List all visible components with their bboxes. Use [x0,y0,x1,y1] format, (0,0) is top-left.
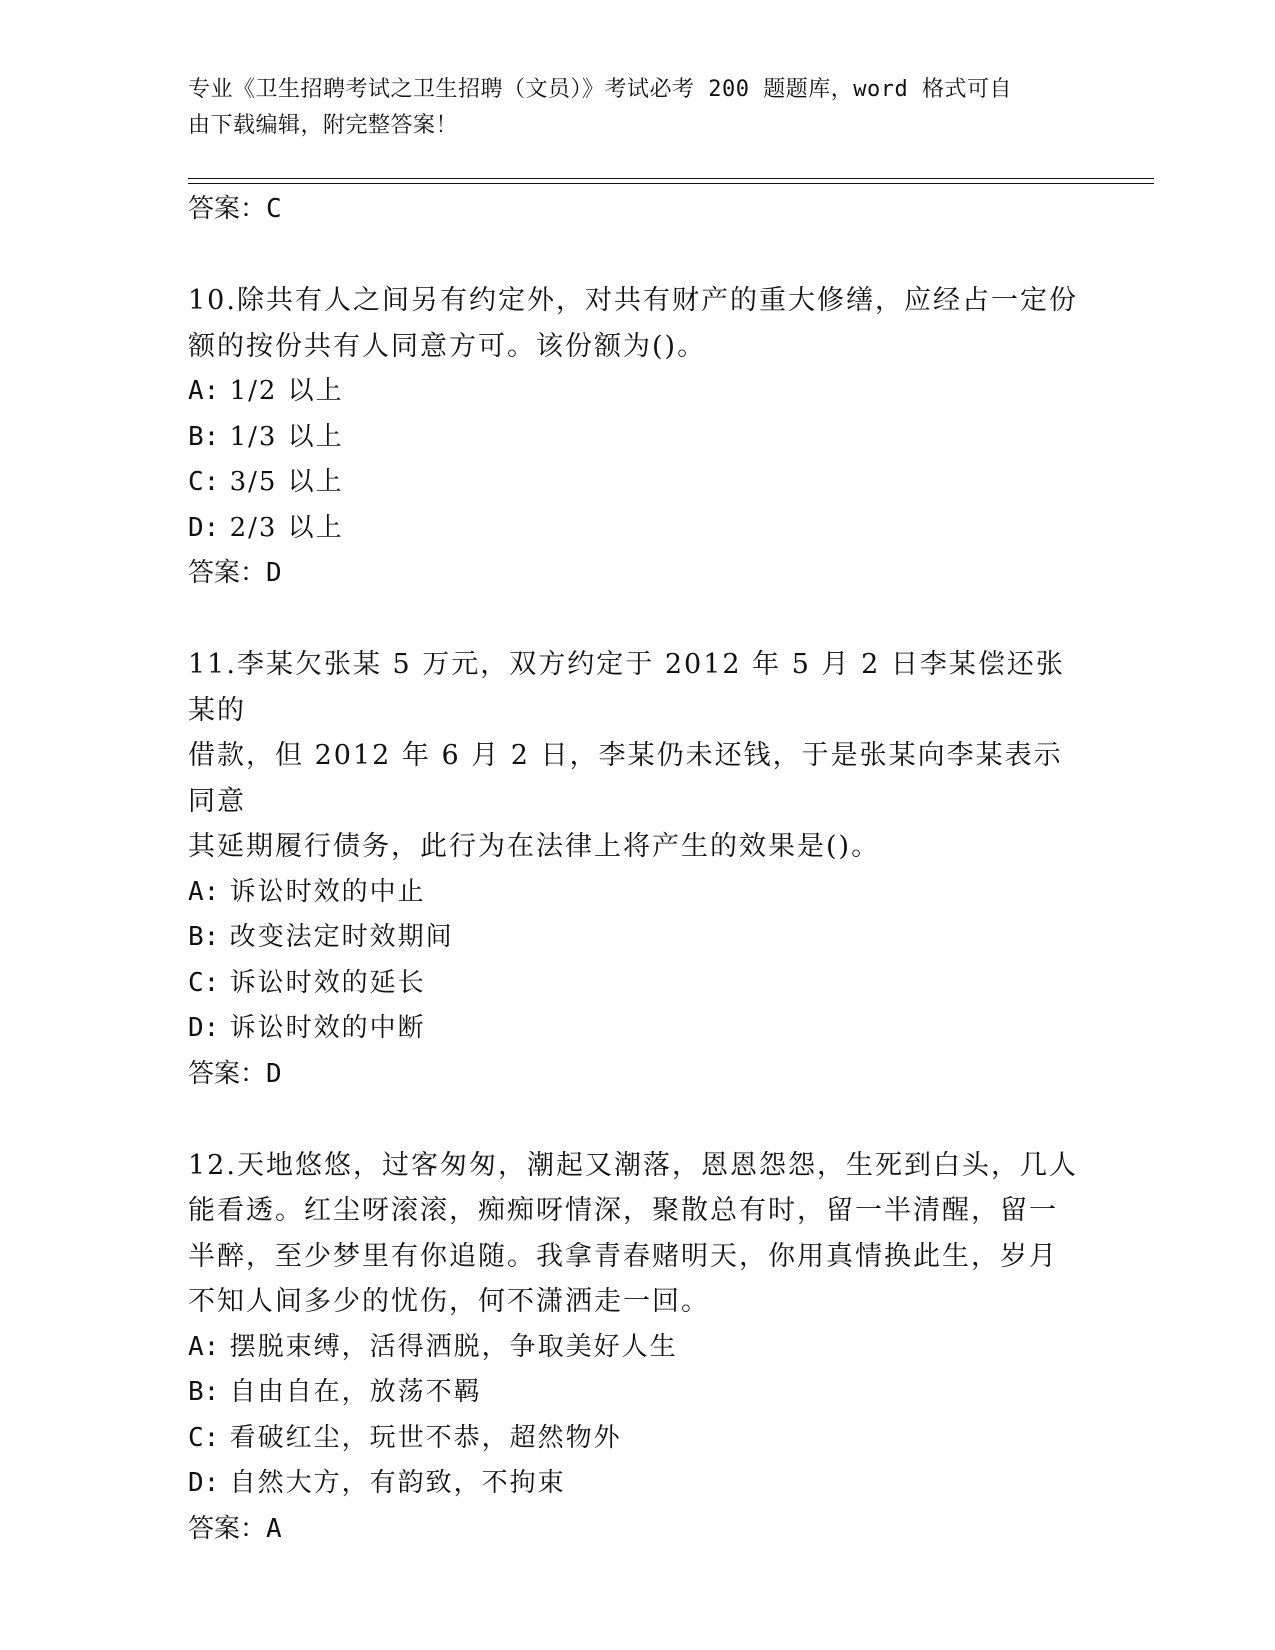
option-text: 诉讼时效的中止 [229,876,426,907]
option-text: 诉讼时效的中断 [229,1013,426,1043]
option-letter: B: [188,421,220,452]
option-letter: C: [188,1422,220,1453]
option-letter: D: [188,512,220,543]
answer-line [188,551,1088,596]
option-letter: B: [188,922,220,952]
option-letter: A: [188,876,220,907]
option-a [188,1325,1088,1371]
option-text: 自然大方，有韵致，不拘束 [229,1468,566,1498]
option-text: 自由自在，放荡不羁 [229,1377,482,1407]
option-letter: D: [188,1468,220,1498]
answer-line [188,187,1088,232]
option-text: 看破红尘，玩世不恭，超然物外 [229,1422,622,1453]
question-text-line: 不知人间多少的忧伤，何不潇洒走一回。 [188,1286,710,1317]
answer-value: A [266,1513,282,1544]
header-line-2: 由下载编辑，附完整答案！ [188,113,459,138]
question-list [188,187,1088,1552]
question-11 [188,642,1088,1097]
answer-label: 答案： [188,1058,267,1089]
answer-value: D [266,558,282,588]
option-text: 1/2 以上 [229,376,344,406]
option-text: 改变法定时效期间 [229,922,454,952]
option-c [188,961,1088,1007]
option-a [188,369,1088,415]
option-d [188,1461,1088,1507]
option-a [188,870,1088,916]
question-text-line: 10.除共有人之间另有约定外，对共有财产的重大修缮，应经占一定份 [188,285,1078,316]
answer-line [188,1507,1088,1552]
option-text: 1/3 以上 [229,421,344,452]
option-b [188,1370,1088,1416]
option-text: 2/3 以上 [229,512,344,543]
option-text: 诉讼时效的延长 [229,967,426,998]
header-line-1: 专业《卫生招聘考试之卫生招聘（文员）》考试必考 200 题题库，word 格式可自 [188,77,1012,102]
question-text-line: 借款，但 2012 年 6 月 2 日，李某仍未还钱，于是张某向李某表示同意 [188,740,1063,817]
option-text: 3/5 以上 [229,467,344,497]
option-letter: C: [188,967,220,998]
answer-line [188,1052,1088,1097]
option-text: 摆脱束缚，活得洒脱，争取美好人生 [229,1331,678,1362]
question-text-line: 半醉，至少梦里有你追随。我拿青春赌明天，你用真情换此生，岁月 [188,1240,1058,1272]
option-b [188,415,1088,461]
question-12 [188,1143,1088,1552]
answer-value: D [266,1058,282,1089]
option-b [188,915,1088,961]
answer-label: 答案： [188,1513,267,1544]
option-c [188,460,1088,506]
option-d [188,1006,1088,1052]
option-d [188,506,1088,552]
question-text-line: 额的按份共有人同意方可。该份额为()。 [188,330,707,362]
option-letter: B: [188,1377,220,1407]
option-letter: A: [188,1331,220,1362]
header-divider-bottom [188,183,1154,184]
answer-label: 答案： [188,558,267,588]
question-text-line: 其延期履行债务，此行为在法律上将产生的效果是()。 [188,831,881,862]
header-divider-top [188,178,1154,179]
option-letter: D: [188,1013,220,1043]
answer-label: 答案： [188,194,267,224]
option-c [188,1416,1088,1462]
question-text-line: 能看透。红尘呀滚滚，痴痴呀情深，聚散总有时，留一半清醒，留一 [188,1195,1058,1226]
answer-value: C [266,194,282,224]
document-header [188,72,1088,144]
option-letter: A: [188,376,220,406]
option-letter: C: [188,467,220,497]
question-10 [188,278,1088,596]
question-text-line: 12.天地悠悠，过客匆匆，潮起又潮落，恩恩怨怨，生死到白头，几人 [188,1149,1078,1181]
question-text-line: 11.李某欠张某 5 万元，双方约定于 2012 年 5 月 2 日李某偿还张某的 [188,649,1065,726]
